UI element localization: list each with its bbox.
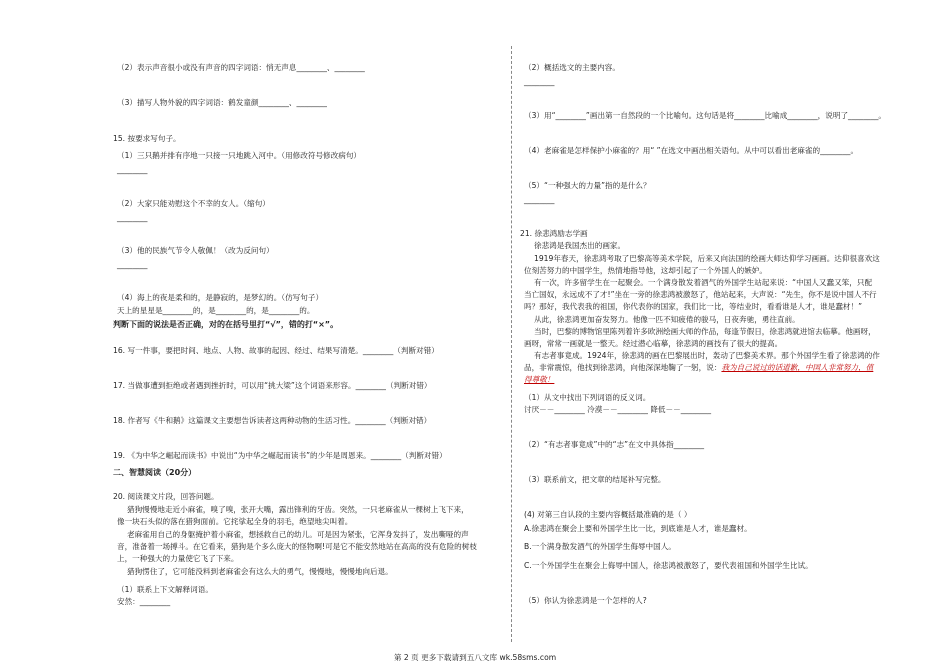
right-text-line	[534, 241, 625, 251]
line-text: ________	[117, 165, 148, 174]
left-text-line	[113, 134, 181, 144]
line-text: C.一个外国学生在聚会上侮辱中国人，徐悲鸿被激怒了，要代表祖国和外国学生比试。	[524, 561, 813, 570]
left-text-line	[117, 517, 352, 527]
line-text: ________	[524, 195, 555, 204]
right-text-line	[524, 111, 886, 121]
line-text: ________	[524, 77, 555, 86]
right-text-line	[524, 146, 858, 156]
left-text-line	[117, 151, 361, 161]
line-text: （2）表示声音很小或没有声音的四字词语：悄无声息________、________	[117, 63, 365, 72]
right-text-line	[524, 363, 873, 373]
right-text-line	[524, 77, 554, 87]
line-text: （3）他的民族气节令人敬佩！（改为反问句）	[117, 246, 274, 255]
line-text: 当时，巴黎的博物馆里陈列着许多欧洲绘画大师的作品，每逢节假日，徐悲鸿就进馆去临摹。他画呀，	[534, 327, 876, 336]
right-text-line	[524, 195, 554, 205]
underlined-quote: 得尊敬！	[524, 375, 555, 384]
left-text-line	[127, 530, 469, 540]
line-text: （1）三只鹅并排有序地一只接一只地跳入河中。（用修改符号修改病句）	[117, 151, 362, 160]
line-text: ________	[117, 213, 148, 222]
right-text-line	[524, 510, 691, 520]
right-text-line	[524, 266, 767, 276]
right-text-line	[524, 475, 666, 485]
line-text: 1919年春天，徐悲鸿考取了巴黎高等美术学院，后来又向法国的绘画大师达仰学习画画。达仰很喜欢这	[534, 254, 880, 263]
right-text-line	[524, 63, 620, 73]
right-text-line	[534, 254, 880, 264]
right-text-line	[524, 393, 650, 403]
left-text-line	[113, 381, 432, 391]
left-text-line	[117, 98, 327, 108]
line-text: （2）大家只能劝慰这个不幸的女人。（缩句）	[117, 199, 270, 208]
right-text-line	[524, 181, 651, 191]
line-text: 21. 徐悲鸿励志学画	[520, 229, 588, 238]
right-text-line	[534, 278, 872, 288]
line-text: 16. 写一件事，要把时间、地点、人物、故事的起因、经过、结果写清楚。________（判断对错）	[113, 346, 439, 355]
left-text-line	[117, 260, 147, 270]
line-text: 有一次，许多留学生在一起聚会。一个满身散发着酒气的外国学生站起来说：“中国人又蠢又笨，只配	[534, 278, 873, 287]
line-text: 20. 阅读课文片段，回答问题。	[113, 492, 219, 501]
left-text-line	[113, 416, 431, 426]
line-text: （1）从文中找出下列词语的反义词。	[524, 393, 651, 402]
line-text: 当亡国奴，永远成不了才!”坐在一旁的徐悲鸿被激怒了，他站起来，大声说：“先生，你不是说中国人不行	[524, 290, 877, 299]
line-text: 天上的星星是________的，是________的，是________的。	[117, 306, 315, 315]
line-text: 像一块石头似的落在猎狗面前。它挓挲起全身的羽毛，绝望地尖叫着。	[117, 517, 353, 526]
line-text: 音，准备着一场搏斗。在它看来，猎狗是个多么庞大的怪物啊!可是它不能安然地站在高高的没有危险的树枝	[117, 542, 477, 551]
line-text: A.徐悲鸿在聚会上要和外国学生比一比，到底谁是人才，谁是蠢材。	[524, 524, 752, 533]
right-text-line	[520, 229, 588, 239]
right-text-line	[534, 327, 876, 337]
line-text: 二、智慧阅读（20分）	[113, 468, 197, 477]
line-text: （4）海上的夜是柔和的，是静寂的，是梦幻的。（仿写句子）	[117, 293, 324, 302]
left-text-line	[127, 567, 393, 577]
line-text: （3）用“________”画出第一自然段的一个比喻句。这句话是将________比喻成________，说明了________。	[524, 111, 887, 120]
left-text-line	[117, 554, 239, 564]
left-text-line	[117, 63, 365, 73]
right-text-line	[524, 561, 813, 571]
left-text-line	[117, 199, 270, 209]
right-text-line	[534, 351, 880, 361]
line-text: 安然：________	[117, 597, 171, 606]
line-text: （5）你认为徐悲鸿是一个怎样的人?	[524, 596, 647, 605]
line-text: （4）老麻雀是怎样保护小麻雀的？用“ ”在选文中画出相关语句。从中可以看出老麻雀的________。	[524, 146, 859, 155]
line-text: 吗？那好，我代表我的祖国，你代表你的国家，我们比一比，等结业时，看看谁是人才，谁是蠢材！”	[524, 302, 863, 311]
line-text: B.一个满身散发酒气的外国学生侮辱中国人。	[524, 542, 676, 551]
left-text-line	[117, 213, 147, 223]
line-text: ________	[117, 260, 148, 269]
left-text-line	[117, 585, 213, 595]
line-text: （2）“有志者事竟成”中的“志”在文中具体指________	[524, 440, 705, 449]
line-text: 位刻苦努力的中国学生，热情地指导他，这却引起了一个外国人的嫉妒。	[524, 266, 767, 275]
line-text: 有志者事竟成。1924年，徐悲鸿的画在巴黎展出时，轰动了巴黎美术界。那个外国学生看了徐悲鸿的作	[534, 351, 880, 360]
line-text: （5）“一种强大的力量”指的是什么？	[524, 181, 651, 190]
page-footer: 第 2 页 更多下载请到五八文库 wk.58sms.com	[393, 653, 557, 662]
right-text-line	[524, 596, 647, 606]
line-text: 讨厌－－________ 冷漠－－________ 降低－－________	[524, 405, 712, 414]
left-text-line	[113, 346, 439, 356]
line-text: 从此，徐悲鸿更加奋发努力。他像一匹不知疲倦的骏马，日夜奔驰，勇往直前。	[534, 315, 800, 324]
left-text-line	[117, 165, 147, 175]
line-text: （2）概括选文的主要内容。	[524, 63, 620, 72]
left-text-line	[117, 542, 477, 552]
right-text-line	[524, 375, 554, 385]
right-text-line	[524, 405, 711, 415]
line-text: 猎狗愣住了，它可能没料到老麻雀会有这么大的勇气，慢慢地，慢慢地向后退。	[127, 567, 393, 576]
left-text-line	[113, 320, 338, 330]
line-text: （1）联系上下文解释词语。	[117, 585, 213, 594]
line-text: 老麻雀用自己的身躯掩护着小麻雀，想拯救自己的幼儿。可是因为紧张，它浑身发抖了，发出嘶哑的声	[127, 530, 469, 539]
line-text: (4) 对第三自认段的主要内容概括最准确的是（ ）	[524, 510, 692, 519]
line-text: 品，非常震惊，他找到徐悲鸿，向他深深地鞠了一躬，说：	[524, 363, 722, 372]
line-text: 判断下面的说法是否正确，对的在括号里打“√”，错的打“×”。	[113, 320, 339, 329]
left-text-line	[117, 306, 314, 316]
line-text: （3）联系前文，把文章的结尾补写完整。	[524, 475, 666, 484]
line-text: 画呀，常常一画就是一整天。经过潜心临摹，徐悲鸿的画技有了很大的提高。	[524, 339, 783, 348]
left-text-line	[117, 597, 170, 607]
right-text-line	[524, 524, 752, 534]
left-text-line	[113, 468, 196, 478]
left-text-line	[113, 451, 447, 461]
column-divider	[511, 46, 512, 642]
underlined-quote: 我为自己说过的话道歉，中国人非常努力，值	[721, 363, 874, 372]
left-text-line	[127, 505, 469, 515]
line-text: 15. 按要求写句子。	[113, 134, 181, 143]
right-text-line	[524, 542, 676, 552]
right-text-line	[524, 290, 877, 300]
right-text-line	[524, 302, 862, 312]
line-text: 19. 《为中华之崛起而读书》中说出“为中华之崛起而读书”的少年是周恩来。________（判断对错）	[113, 451, 447, 460]
line-text: 徐悲鸿是我国杰出的画家。	[534, 241, 626, 250]
line-text: 上，一种强大的力量使它飞了下来。	[117, 554, 239, 563]
line-text: （3）描写人物外貌的四字词语：鹤发童颜________、________	[117, 98, 327, 107]
right-text-line	[524, 440, 704, 450]
left-text-line	[117, 246, 274, 256]
right-text-line	[534, 315, 800, 325]
line-text: 猎狗慢慢地走近小麻雀，嗅了嗅，张开大嘴，露出锋利的牙齿。突然，一只老麻雀从一棵树上飞下来，	[127, 505, 469, 514]
right-text-line	[524, 339, 782, 349]
left-text-line	[117, 293, 323, 303]
line-text: 17. 当做事遭到拒绝或者遇到挫折时，可以用“挑大梁”这个词语来形容。________（判断对错）	[113, 381, 432, 390]
left-text-line	[113, 492, 219, 502]
line-text: 18. 作者写《牛和鹅》这篇课文主要想告诉读者这两种动物的生活习性。________（判断对错）	[113, 416, 432, 425]
